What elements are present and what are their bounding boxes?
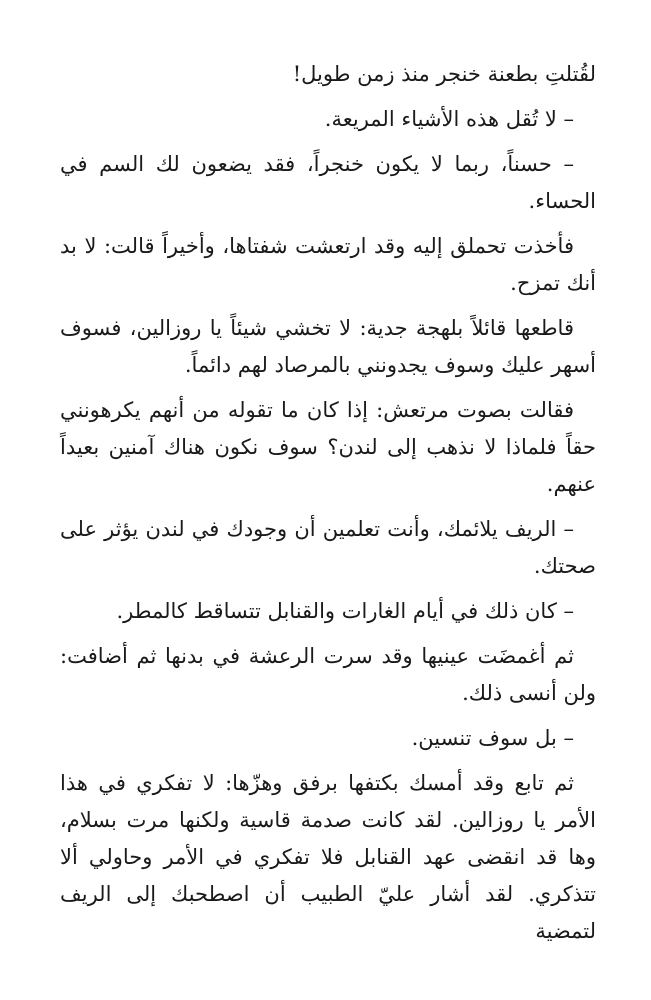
paragraph-7: – الريف يلائمك، وأنت تعلمين أن وجودك في لندن يؤثر على صحتك. — [60, 517, 596, 578]
paragraph-1: لقُتلتِ بطعنة خنجر منذ زمن طويل! — [292, 62, 596, 86]
paragraph-3: – حسناً، ربما لا يكون خنجراً، فقد يضعون لك السم في الحساء. — [60, 152, 596, 213]
book-page — [60, 56, 596, 958]
paragraph-8: – كان ذلك في أيام الغارات والقنابل تتساقط كالمطر. — [116, 599, 574, 623]
paragraph-10: – بل سوف تنسين. — [411, 726, 574, 750]
paragraph-2: – لا تُقل هذه الأشياء المريعة. — [324, 107, 574, 131]
paragraph-6: فقالت بصوت مرتعش: إذا كان ما تقوله من أنهم يكرهونني حقاً فلماذا لا نذهب إلى لندن؟ سوف نكون هناك آمنين بعيداً عنهم. — [60, 398, 596, 496]
paragraph-5: قاطعها قائلاً بلهجة جدية: لا تخشي شيئاً يا روزالين، فسوف أسهر عليك وسوف يجدونني بالمرصاد لهم دائماً. — [60, 316, 596, 377]
paragraph-4: فأخذت تحملق إليه وقد ارتعشت شفتاها، وأخيراً قالت: لا بد أنك تمزح. — [60, 234, 596, 295]
paragraph-11: ثم تابع وقد أمسك بكتفها برفق وهزّها: لا تفكري في هذا الأمر يا روزالين. لقد كانت صدمة قاسية ولكنها مرت بسلام، وها قد انقضى عهد القنابل فلا تفكري في الأمر وحاولي ألا تتذكري. لقد أشار عليّ الطبيب أن اصطحبك إلى الريف لتمضية — [60, 771, 596, 943]
paragraph-9: ثم أغمضَت عينيها وقد سرت الرعشة في بدنها ثم أضافت: ولن أنسى ذلك. — [60, 644, 596, 705]
